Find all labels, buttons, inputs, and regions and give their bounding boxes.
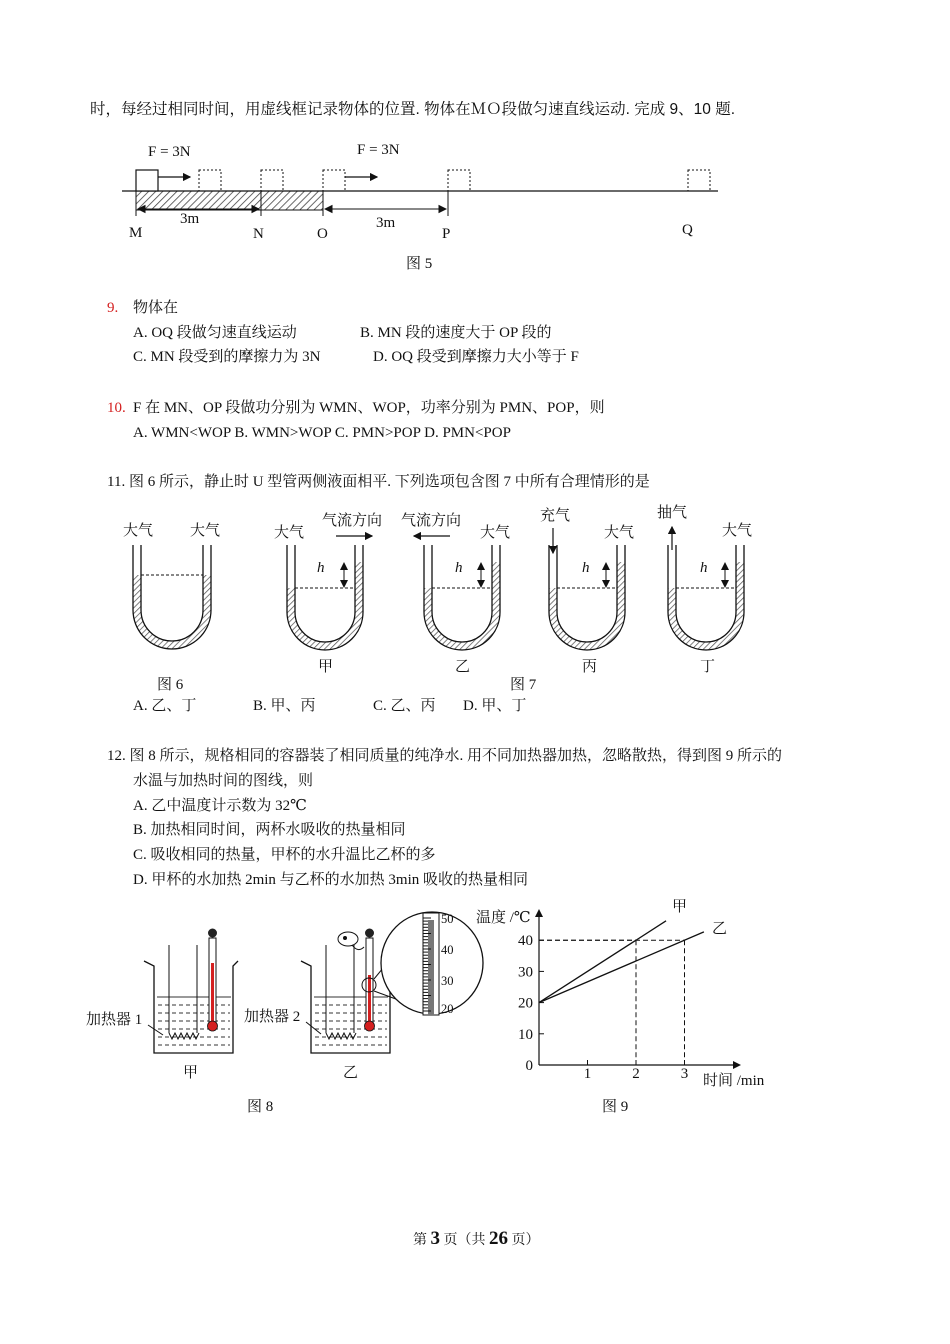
y-tick-label: 20 [518,995,533,1012]
point-m: M [129,225,143,241]
heater1-label: 加热器 1 [86,1012,143,1028]
fig7-caption: 图 7 [510,677,537,693]
x-axis-arrow [733,1061,741,1069]
q12-option-d: D. 甲杯的水加热 2min 与乙杯的水加热 3min 吸收的热量相同 [133,872,529,888]
footer-mid: 页（共 [443,1233,486,1248]
tube-name-jia: 甲 [318,659,334,675]
x-axis-label: 时间 /min [703,1073,765,1089]
x-tick-label: 1 [583,1066,592,1082]
q12-option-c: C. 吸收相同的热量，甲杯的水升温比乙杯的多 [133,847,436,863]
footer-total: 26 [489,1228,508,1249]
x-tick-label: 3 [680,1066,689,1082]
fig8-caption: 图 8 [247,1099,274,1115]
atm-label: 大气 [274,525,305,541]
q12-option-b: B. 加热相同时间，两杯水吸收的热量相同 [133,822,406,838]
q9-option-b: B. MN 段的速度大于 OP 段的 [360,325,552,341]
q11-option-a: A. 乙、丁 [133,698,197,714]
series-label-1: 甲 [672,899,688,915]
q9-option-a: A. OQ 段做匀速直线运动 [133,325,297,341]
airflow-label: 气流方向 [322,513,383,529]
fig5-caption: 图 5 [406,256,433,272]
heater2-label: 加热器 2 [244,1009,301,1025]
point-q: Q [682,222,693,238]
series-line-2 [539,932,704,1003]
q11-stem: 11. 图 6 所示，静止时 U 型管两侧液面相平. 下列选项包含图 7 中所有合理情形的是 [107,474,650,490]
atm-label: 大气 [190,523,221,539]
x-tick-label: 2 [632,1066,640,1082]
y-tick-label: 40 [518,933,533,950]
series-line-1 [539,921,666,1003]
atm-label: 大气 [604,525,635,541]
tube-name-bing: 丙 [582,659,598,675]
h-label: h [700,560,708,576]
q9-option-d: D. OQ 段受到摩擦力大小等于 F [373,349,579,365]
footer-page: 3 [430,1228,440,1249]
y-tick-label: 30 [518,964,533,981]
dist-label-op: 3m [376,215,396,231]
q9-stem: 物体在 [133,300,179,316]
atm-label: 大气 [123,523,154,539]
q12-stem-line2: 水温与加热时间的图线，则 [133,773,314,789]
force-label-right: F = 3N [357,142,400,158]
dist-label-mn: 3m [180,211,200,227]
fig6-caption: 图 6 [157,677,184,693]
inflate-label: 充气 [540,508,571,524]
page-footer [413,1228,540,1252]
scale-20: 20 [441,1002,454,1016]
pump-label: 抽气 [657,505,688,521]
scale-40: 40 [441,943,454,957]
y-tick-label: 10 [518,1026,533,1043]
atm-label: 大气 [480,525,511,541]
q10-stem: F 在 MN、OP 段做功分别为 WMN、WOP，功率分别为 PMN、POP，则 [133,400,605,416]
scale-50: 50 [441,912,454,926]
airflow-label: 气流方向 [401,513,462,529]
cup-jia-label: 甲 [183,1065,199,1081]
scale-30: 30 [441,974,454,988]
tube-name-ding: 丁 [700,659,716,675]
q12-option-a: A. 乙中温度计示数为 32℃ [133,798,307,814]
atm-label: 大气 [722,523,753,539]
q11-option-b: B. 甲、丙 [253,698,316,714]
y-axis-arrow [535,909,543,917]
h-label: h [317,560,325,576]
h-label: h [582,560,590,576]
q12-stem-line1: 12. 图 8 所示，规格相同的容器装了相同质量的纯净水. 用不同加热器加热，忽略散热，得到图 9 所示的 [107,748,783,764]
q9-option-c: C. MN 段受到的摩擦力为 3N [133,349,321,365]
h-label: h [455,560,463,576]
point-p: P [442,226,451,242]
q9-number: 9. [107,300,119,316]
point-o: O [317,226,328,242]
series-label-2: 乙 [712,921,728,937]
q11-option-d: D. 甲、丁 [463,698,527,714]
point-n: N [253,226,264,242]
q10-options: A. WMN<WOP B. WMN>WOP C. PMN>POP D. PMN<POP [133,425,511,441]
fig9-caption: 图 9 [602,1099,629,1115]
y-axis-label: 温度 /℃ [476,910,531,926]
force-label-left: F = 3N [148,144,191,160]
q10-number: 10. [107,400,126,416]
cup-yi-label: 乙 [343,1065,359,1081]
q11-option-c: C. 乙、丙 [373,698,436,714]
footer-post: 页） [511,1233,540,1248]
y-tick-label: 0 [525,1058,533,1074]
footer-pre: 第 [413,1233,427,1248]
tube-name-yi: 乙 [455,659,471,675]
intro-text: 时，每经过相同时间，用虚线框记录物体的位置. 物体在ＭＯ段做匀速直线运动. 完成 9、10 题. [90,101,736,118]
